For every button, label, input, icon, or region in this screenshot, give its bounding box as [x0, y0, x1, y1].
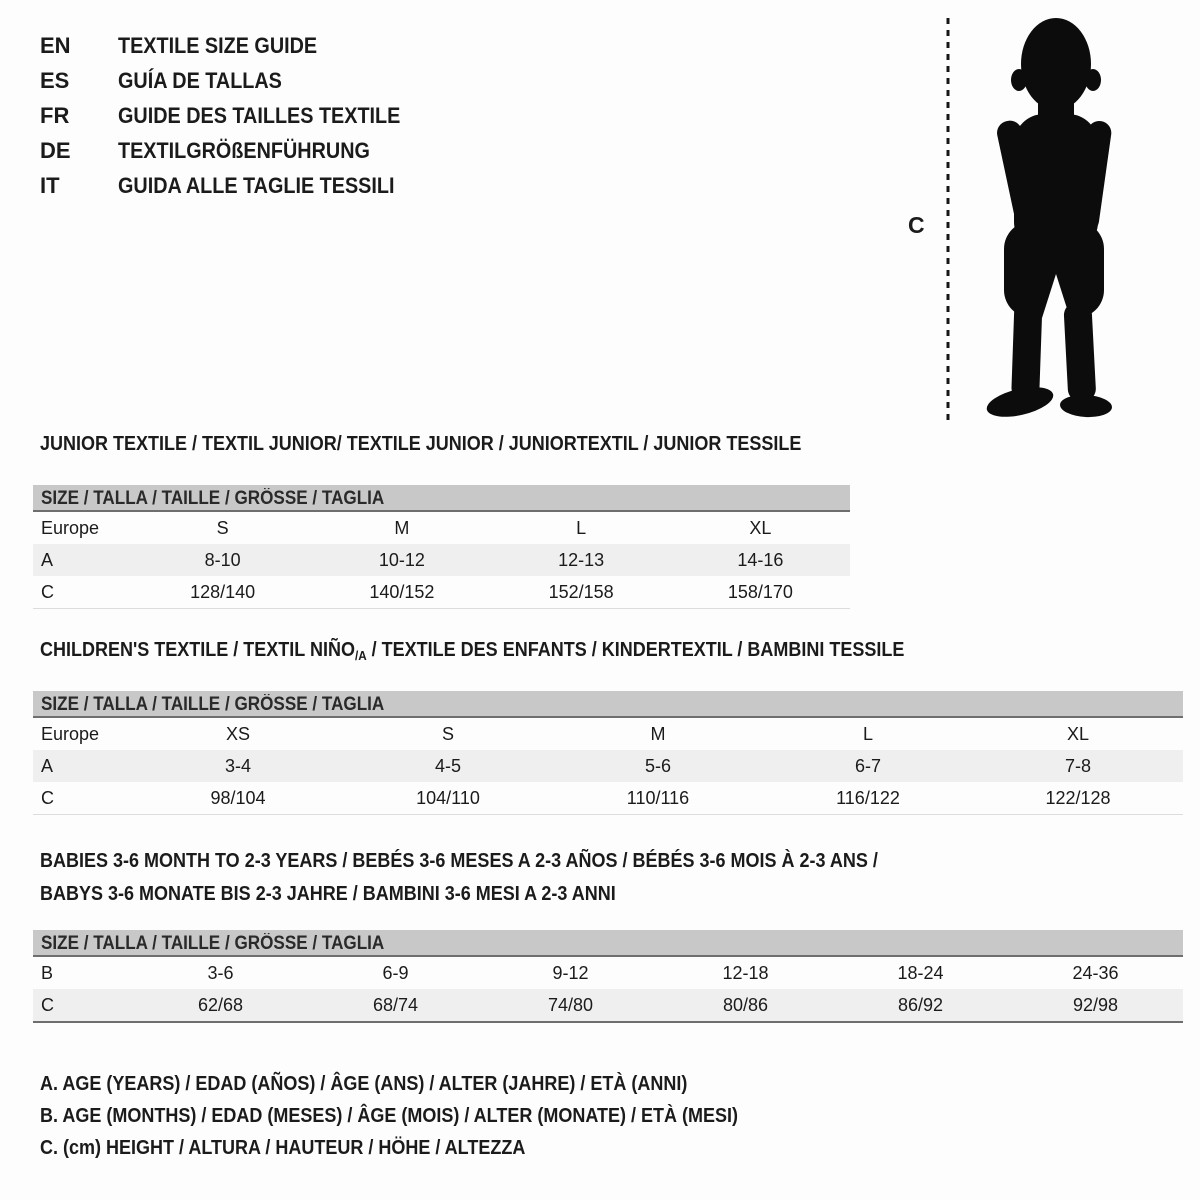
table-cell: 6-9 [382, 963, 409, 983]
table-cell: 68/74 [372, 995, 419, 1015]
table-cell: 10-12 [378, 550, 425, 570]
language-title-list [40, 28, 432, 203]
table-cell: L [576, 518, 587, 538]
table-cell: 80/86 [722, 995, 769, 1015]
size-table-header-text: SIZE / TALLA / TAILLE / GRÖSSE / TAGLIA [41, 488, 385, 509]
size-table-header [33, 930, 1183, 957]
table-cell: 7-8 [1064, 756, 1091, 776]
table-cell: 128/140 [190, 582, 256, 602]
table-row-europe [33, 718, 1183, 750]
footnote-legend [40, 1068, 816, 1164]
size-table-header [33, 485, 850, 512]
row-label: B [41, 963, 54, 983]
lang-code: ES [40, 68, 70, 93]
table-cell: 104/110 [416, 788, 480, 808]
section-title-line1: BABIES 3-6 MONTH TO 2-3 YEARS / BEBÉS 3-6 MESES A 2-3 AÑOS / BÉBÉS 3-6 MOIS À 2-3 ANS / [40, 850, 878, 872]
row-label: Europe [41, 724, 100, 744]
title-prefix: CHILDREN'S TEXTILE / TEXTIL NIÑO [40, 639, 355, 661]
table-cell: 3-6 [207, 963, 234, 983]
section-title-text: JUNIOR TEXTILE / TEXTIL JUNIOR/ TEXTILE JUNIOR / JUNIORTEXTIL / JUNIOR TESSILE [40, 433, 802, 455]
figure-height-label: C [908, 212, 925, 238]
babies-size-table [33, 930, 1183, 1023]
lang-row-fr [40, 98, 432, 133]
table-cell: 8-10 [204, 550, 241, 570]
row-label: C [41, 582, 54, 602]
table-cell: 12-13 [558, 550, 605, 570]
row-label: C [41, 995, 54, 1015]
table-cell: 86/92 [897, 995, 944, 1015]
table-cell: 6-7 [854, 756, 881, 776]
table-cell: 116/122 [836, 788, 900, 808]
footnote-b: B. AGE (MONTHS) / EDAD (MESES) / ÂGE (MOIS) / ALTER (MONATE) / ETÀ (MESI) [40, 1105, 738, 1127]
lang-code: EN [40, 33, 71, 58]
table-cell: 74/80 [547, 995, 594, 1015]
table-cell: S [216, 518, 229, 538]
table-cell: 92/98 [1072, 995, 1119, 1015]
table-cell: S [441, 724, 454, 744]
table-cell: XS [225, 724, 250, 744]
table-cell: 158/170 [727, 582, 793, 602]
footnote-c: C. (cm) HEIGHT / ALTURA / HAUTEUR / HÖHE / ALTEZZA [40, 1137, 526, 1159]
table-row-height [33, 782, 1183, 815]
size-table-header-text: SIZE / TALLA / TAILLE / GRÖSSE / TAGLIA [41, 694, 385, 715]
lang-title: GUIDE DES TAILLES TEXTILE [118, 103, 401, 128]
table-cell: XL [749, 518, 772, 538]
lang-row-es [40, 63, 432, 98]
lang-code: DE [40, 138, 71, 163]
row-label: A [41, 756, 54, 776]
table-cell: 9-12 [552, 963, 589, 983]
table-cell: L [862, 724, 873, 744]
junior-size-table [33, 485, 850, 609]
section-title-junior [40, 432, 886, 457]
table-row-age [33, 750, 1183, 782]
table-cell: 4-5 [434, 756, 461, 776]
title-subscript: /A [354, 648, 367, 663]
table-cell: 122/128 [1045, 788, 1111, 808]
section-title-children [40, 638, 1000, 668]
lang-title: GUÍA DE TALLAS [118, 68, 282, 93]
table-cell: M [650, 724, 666, 744]
table-row-height [33, 989, 1183, 1023]
title-suffix: / TEXTILE DES ENFANTS / KINDERTEXTIL / BAMBINI TESSILE [366, 639, 905, 661]
table-cell: XL [1066, 724, 1090, 744]
table-row-months [33, 957, 1183, 989]
row-label: C [41, 788, 54, 808]
row-label: Europe [41, 518, 100, 538]
section-title-text [40, 638, 904, 668]
size-table-header-text: SIZE / TALLA / TAILLE / GRÖSSE / TAGLIA [41, 933, 385, 954]
table-cell: 110/116 [626, 788, 690, 808]
table-row-europe [33, 512, 850, 544]
table-cell: 62/68 [197, 995, 244, 1015]
children-size-table [33, 691, 1183, 815]
lang-title: GUIDA ALLE TAGLIE TESSILI [118, 173, 395, 198]
table-cell: 140/152 [369, 582, 435, 602]
table-cell: 98/104 [210, 788, 266, 808]
table-cell: 14-16 [737, 550, 784, 570]
lang-row-de [40, 133, 432, 168]
section-title-line2: BABYS 3-6 MONATE BIS 2-3 JAHRE / BAMBINI 3-6 MESI A 2-3 ANNI [40, 883, 616, 905]
height-measure-dashed-line [946, 18, 950, 420]
table-cell: M [394, 518, 410, 538]
lang-row-en [40, 28, 432, 63]
lang-code: IT [40, 173, 60, 198]
table-cell: 5-6 [644, 756, 671, 776]
size-table-header [33, 691, 1183, 718]
footnote-a: A. AGE (YEARS) / EDAD (AÑOS) / ÂGE (ANS) / ALTER (JAHRE) / ETÀ (ANNI) [40, 1073, 688, 1095]
lang-row-it [40, 168, 432, 203]
lang-title: TEXTILE SIZE GUIDE [118, 33, 318, 58]
table-cell: 3-4 [224, 756, 251, 776]
baby-silhouette-icon [962, 16, 1142, 420]
table-row-age [33, 544, 850, 576]
table-cell: 24-36 [1072, 963, 1119, 983]
lang-code: FR [40, 103, 70, 128]
table-cell: 152/158 [548, 582, 614, 602]
lang-title: TEXTILGRÖßENFÜHRUNG [118, 138, 370, 163]
table-cell: 18-24 [897, 963, 944, 983]
section-title-babies [40, 845, 971, 911]
row-label: A [41, 550, 54, 570]
table-row-height [33, 576, 850, 609]
table-cell: 12-18 [722, 963, 769, 983]
